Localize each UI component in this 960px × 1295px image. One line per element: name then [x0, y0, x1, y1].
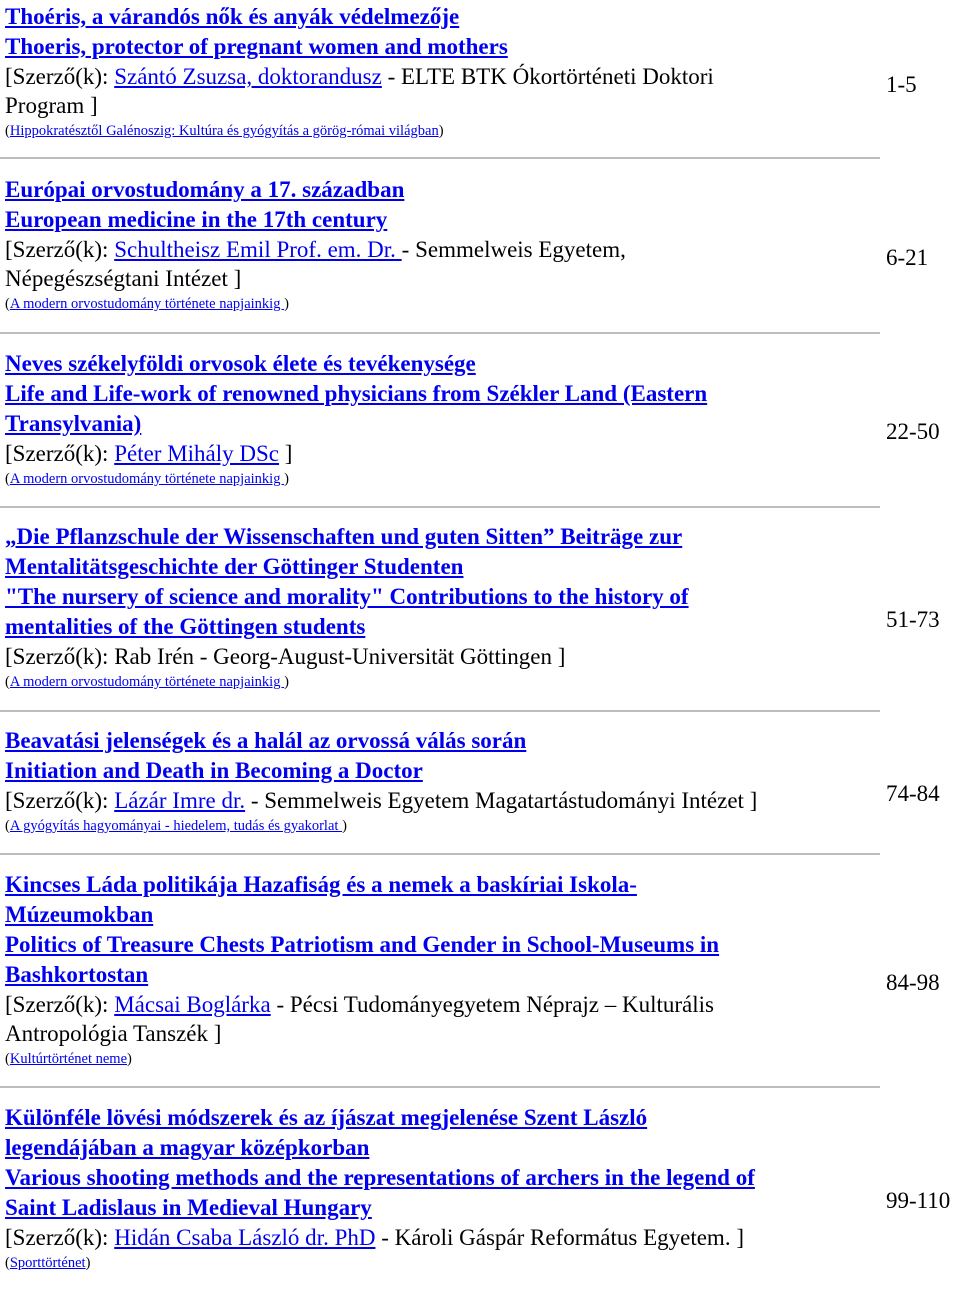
source-link[interactable]: A modern orvostudomány története napjainkig: [9, 471, 285, 487]
source-open-paren: (: [5, 674, 10, 690]
author-link[interactable]: Szántó Zsuzsa, doktorandusz: [114, 64, 382, 89]
source-open-paren: (: [5, 471, 10, 487]
author-line: [5, 235, 865, 264]
article-title-en[interactable]: Thoeris, protector of pregnant women and mothers: [5, 34, 508, 59]
source-line: [5, 293, 865, 315]
author-link[interactable]: Hidán Csaba László dr. PhD: [114, 1225, 376, 1250]
source-open-paren: (: [5, 818, 10, 834]
article-title-en[interactable]: Politics of Treasure Chests Patriotism and Gender in School-Museums in: [5, 932, 720, 957]
article-info: [5, 2, 865, 142]
source-open-paren: (: [5, 123, 10, 139]
entry-divider: [0, 332, 880, 334]
source-open-paren: (: [5, 1255, 10, 1271]
author-prefix: [Szerző(k):: [5, 237, 115, 262]
author-prefix: [Szerző(k):: [5, 1225, 115, 1250]
author-line: [5, 1223, 865, 1252]
source-close-paren: ): [85, 1255, 91, 1271]
source-close-paren: ): [284, 674, 289, 690]
source-close-paren: ): [438, 123, 444, 139]
author-prefix: [Szerző(k):: [5, 788, 115, 813]
author-line-continued: Népegészségtani Intézet ]: [5, 266, 242, 291]
article-title-en-continued[interactable]: Transylvania): [5, 411, 142, 436]
article-info: [5, 522, 865, 693]
source-line: [5, 1252, 865, 1274]
page-range: 99-110: [886, 1188, 951, 1213]
article-title-hu[interactable]: Kincses Láda politikája Hazafiság és a nemek a baskíriai Iskola-: [5, 872, 637, 897]
source-line: [5, 671, 865, 693]
article-entry: [0, 2, 917, 142]
source-line: [5, 468, 865, 490]
article-entry: [0, 870, 940, 1070]
source-close-paren: ): [127, 1051, 132, 1067]
page-range: 51-73: [886, 607, 940, 632]
author-line: [5, 439, 865, 468]
author-prefix: [Szerző(k): Rab Irén - Georg-August-Universität Göttingen ]: [5, 644, 566, 669]
article-title-en[interactable]: Life and Life-work of renowned physicians from Székler Land (Eastern: [5, 381, 708, 406]
article-title-en-continued[interactable]: Bashkortostan: [5, 962, 149, 987]
source-close-paren: ): [284, 471, 289, 487]
entry-divider: [0, 1086, 880, 1088]
article-title-en-continued[interactable]: Saint Ladislaus in Medieval Hungary: [5, 1195, 372, 1220]
article-title-en[interactable]: European medicine in the 17th century: [5, 207, 388, 232]
author-affiliation: ]: [279, 441, 293, 466]
article-title-hu[interactable]: Európai orvostudomány a 17. században: [5, 177, 405, 202]
entry-divider: [0, 506, 880, 508]
source-line: [5, 1048, 865, 1070]
article-title-hu-continued[interactable]: Múzeumokban: [5, 902, 154, 927]
source-line: [5, 815, 865, 837]
article-entry: [0, 349, 940, 494]
article-title-hu[interactable]: Beavatási jelenségek és a halál az orvossá válás során: [5, 728, 527, 753]
page-range: 74-84: [886, 781, 940, 806]
article-info: [5, 726, 865, 837]
entry-divider: [0, 710, 880, 712]
article-title-en-continued[interactable]: mentalities of the Göttingen students: [5, 614, 366, 639]
source-link[interactable]: A gyógyítás hagyományai - hiedelem, tudás és gyakorlat: [9, 818, 343, 834]
author-affiliation: - ELTE BTK Ókortörténeti Doktori: [381, 64, 714, 89]
author-line: [5, 642, 865, 671]
author-line-continued: Antropológia Tanszék ]: [5, 1021, 222, 1046]
source-link[interactable]: Sporttörténet: [9, 1255, 86, 1271]
article-title-en[interactable]: Initiation and Death in Becoming a Doctor: [5, 758, 423, 783]
article-entry: [0, 522, 940, 697]
article-info: [5, 1103, 865, 1274]
source-line: [5, 120, 865, 142]
entry-divider: [0, 853, 880, 855]
page-range: 84-98: [886, 970, 940, 995]
article-title-hu[interactable]: Különféle lövési módszerek és az íjászat megjelenése Szent László: [5, 1105, 648, 1130]
author-link[interactable]: Mácsai Boglárka: [114, 992, 271, 1017]
author-prefix: [Szerző(k):: [5, 992, 115, 1017]
source-link[interactable]: A modern orvostudomány története napjainkig: [9, 674, 285, 690]
article-info: [5, 870, 865, 1070]
article-title-de[interactable]: „Die Pflanzschule der Wissenschaften und guten Sitten” Beiträge zur: [5, 524, 683, 549]
author-line-continued: Program ]: [5, 93, 98, 118]
source-link[interactable]: Hippokratésztől Galénoszig: Kultúra és gyógyítás a görög-római világban: [9, 123, 439, 139]
source-close-paren: ): [342, 818, 347, 834]
source-open-paren: (: [5, 1051, 10, 1067]
author-affiliation: - Pécsi Tudományegyetem Néprajz – Kulturális: [270, 992, 714, 1017]
article-title-en[interactable]: Various shooting methods and the representations of archers in the legend of: [5, 1165, 755, 1190]
author-affiliation: - Semmelweis Egyetem Magatartástudományi Intézet ]: [245, 788, 758, 813]
page-range: 1-5: [886, 72, 917, 97]
entry-divider: [0, 157, 880, 159]
author-affiliation: - Károli Gáspár Református Egyetem. ]: [375, 1225, 744, 1250]
article-entry: [0, 726, 940, 841]
article-title-hu-continued[interactable]: legendájában a magyar középkorban: [5, 1135, 370, 1160]
article-info: [5, 349, 865, 490]
page-range: 22-50: [886, 419, 940, 444]
author-line: [5, 62, 865, 91]
author-line: [5, 786, 865, 815]
source-open-paren: (: [5, 296, 10, 312]
article-title-hu[interactable]: Thoéris, a várandós nők és anyák védelmezője: [5, 4, 460, 29]
page-range: 6-21: [886, 245, 929, 270]
source-link[interactable]: Kultúrtörténet neme: [9, 1051, 128, 1067]
article-title-en[interactable]: "The nursery of science and morality" Contributions to the history of: [5, 584, 689, 609]
author-affiliation: - Semmelweis Egyetem,: [401, 237, 626, 262]
author-link[interactable]: Schultheisz Emil Prof. em. Dr.: [114, 237, 402, 262]
source-link[interactable]: A modern orvostudomány története napjainkig: [9, 296, 285, 312]
author-line: [5, 990, 865, 1019]
article-title-hu[interactable]: Neves székelyföldi orvosok élete és tevékenysége: [5, 351, 476, 376]
article-info: [5, 175, 865, 315]
article-entry: [0, 175, 929, 315]
article-title-de-continued[interactable]: Mentalitätsgeschichte der Göttinger Studenten: [5, 554, 464, 579]
author-prefix: [Szerző(k):: [5, 441, 115, 466]
author-link[interactable]: Péter Mihály DSc: [114, 441, 280, 466]
author-link[interactable]: Lázár Imre dr.: [114, 788, 246, 813]
article-entry: [0, 1103, 951, 1278]
author-prefix: [Szerző(k):: [5, 64, 115, 89]
source-close-paren: ): [284, 296, 289, 312]
